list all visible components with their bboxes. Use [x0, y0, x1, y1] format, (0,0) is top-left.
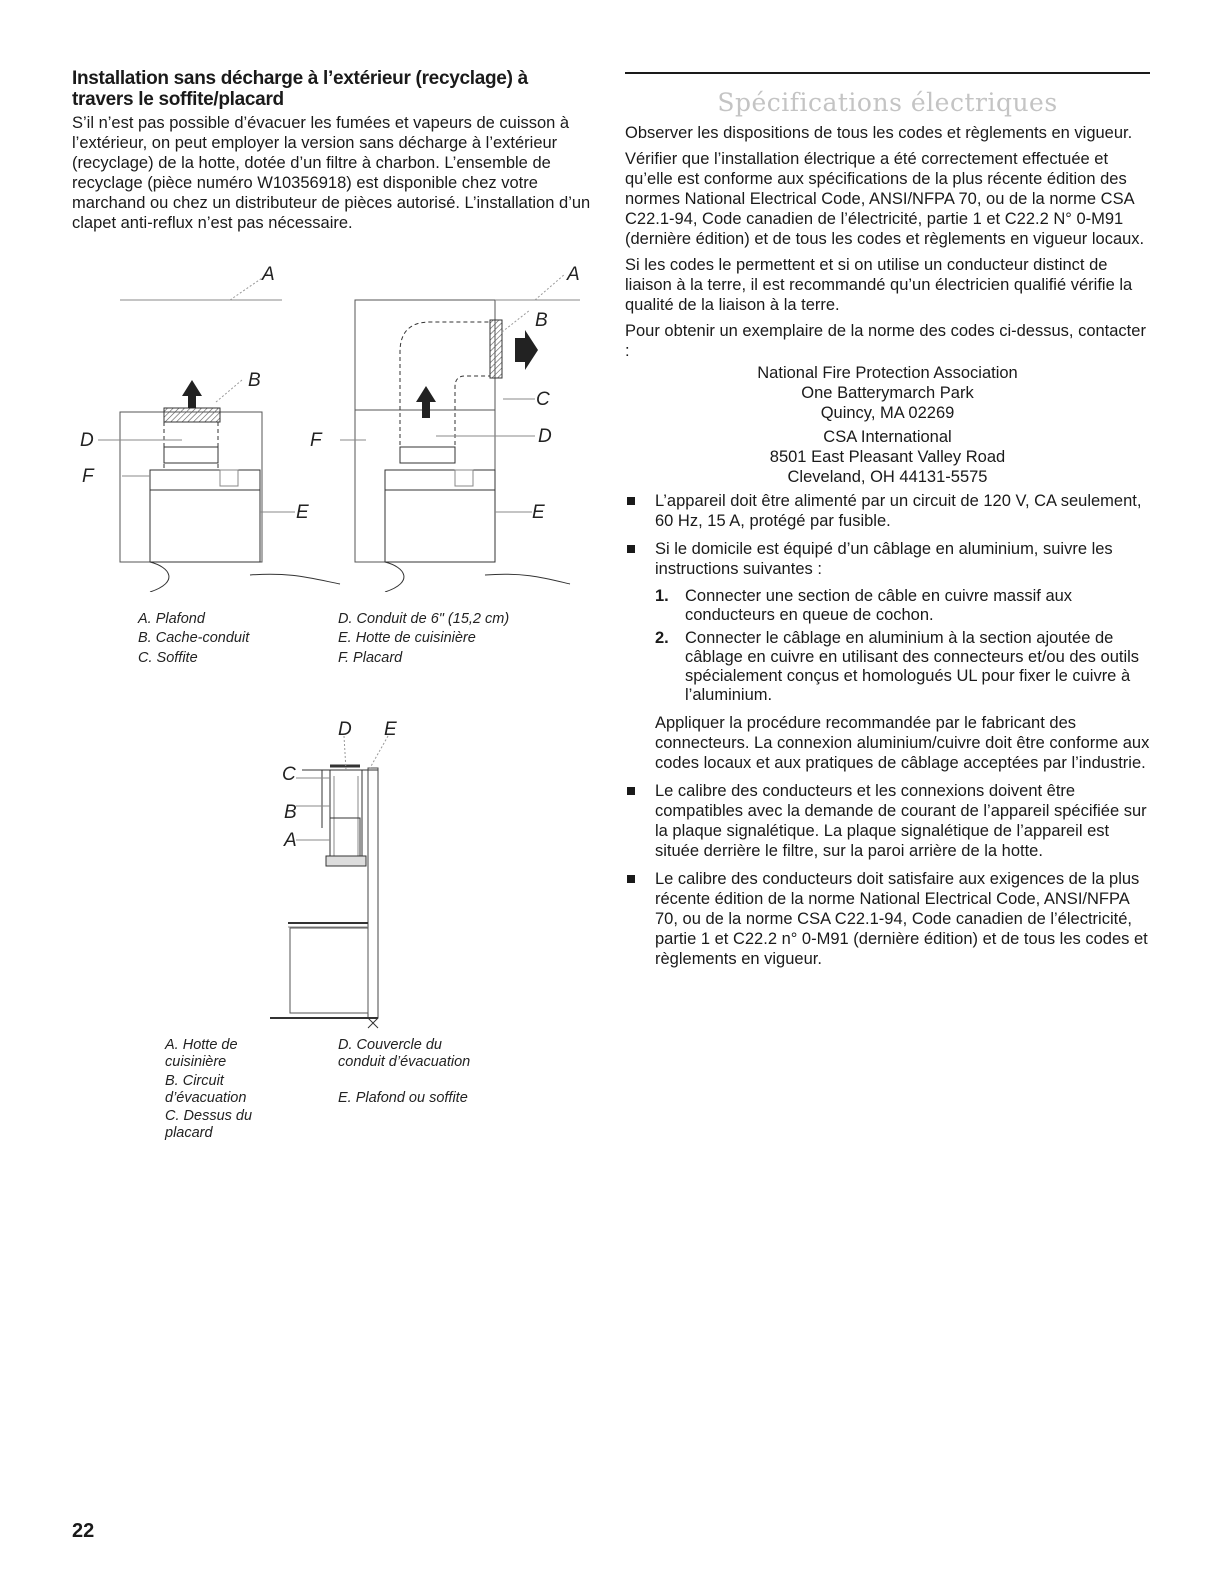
fig1-legend-d: D. Conduit de 6" (15,2 cm) [338, 611, 510, 627]
address-line: 8501 East Pleasant Valley Road [769, 448, 1006, 466]
step-item [655, 629, 1150, 705]
left-column [72, 68, 592, 233]
requirements-list [625, 491, 1150, 969]
paragraph-verify: Vérifier que l’installation électrique a été correctement effectuée et qu’elle est conforme aux spécifications de la plus récente édition des normes National Electrical Code, ANSI/NFPA 70, ou de la norme CSA C22.1-94, Code canadien de l’électricité, partie 1 et C22.2 N° 0-M91 (dernière édition) et de tous les codes et règlements en vigueur locaux. [625, 150, 1145, 248]
address-csa [625, 427, 1150, 487]
section-title: Spécifications électriques [717, 88, 1058, 117]
fig1-label-c-right: C [536, 389, 550, 410]
fig1-legend-c: C. Soffite [138, 650, 198, 666]
paragraph-codes: Observer les dispositions de tous les codes et règlements en vigueur. [625, 124, 1133, 142]
address-line: Quincy, MA 02269 [820, 404, 955, 422]
step-number: 1. [655, 587, 669, 605]
fig1-legend-f: F. Placard [338, 650, 403, 666]
side-view-diagram [270, 718, 400, 1030]
fig1-label-b-right: B [535, 310, 548, 331]
bullet-text: L’appareil doit être alimenté par un circuit de 120 V, CA seulement, 60 Hz, 15 A, protégé par fusible. [655, 492, 1142, 530]
address-nfpa [625, 363, 1150, 423]
fig2-label-d: D [338, 719, 352, 740]
bullet-icon [627, 875, 635, 883]
step-number: 2. [655, 629, 669, 647]
address-line: CSA International [823, 428, 952, 446]
right-column [625, 72, 1150, 977]
bullet-icon [627, 497, 635, 505]
paragraph-contact: Pour obtenir un exemplaire de la norme des codes ci-dessus, contacter : [625, 322, 1146, 360]
address-line: One Batterymarch Park [801, 384, 974, 402]
bullet-text: Si le domicile est équipé d’un câblage en aluminium, suivre les instructions suivantes : [655, 540, 1113, 578]
fig1-label-a-right: A [567, 264, 580, 285]
fig2-legend-a: A. Hotte de cuisinière [165, 1037, 238, 1070]
fig1-legend-b: B. Cache-conduit [138, 630, 250, 646]
fig1-label-e-right: E [532, 502, 545, 523]
fig1-label-a-left: A [262, 264, 275, 285]
address-line: National Fire Protection Association [757, 364, 1018, 382]
fig2-legend-c: C. Dessus du placard [165, 1108, 253, 1141]
address-line: Cleveland, OH 44131-5575 [787, 468, 988, 486]
step-item [655, 587, 1150, 625]
bullet-text: Appliquer la procédure recommandée par le fabricant des connecteurs. La connexion aluminium/cuivre doit être conforme aux codes locaux et aux pratiques de câblage acceptées par l’industrie. [655, 714, 1150, 772]
fig1-label-f-left: F [82, 466, 94, 487]
list-item [625, 539, 1150, 773]
fig1-label-e-left: E [296, 502, 309, 523]
fig2-legend-b: B. Circuit d’évacuation [165, 1073, 247, 1106]
list-item [625, 491, 1150, 531]
bullet-text: Le calibre des conducteurs doit satisfaire aux exigences de la plus récente édition de la norme National Electrical Code, ANSI/NFPA 70, ou de la norme CSA C22.1-94, Code canadien de l’électricité, partie 1 et C22.2 n° 0-M91 (dernière édition) et de tous les codes et règlements en vigueur. [655, 870, 1148, 968]
section-divider [625, 72, 1150, 74]
aluminium-steps [655, 587, 1150, 705]
fig1-legend-a: A. Plafond [138, 611, 205, 627]
step-text: Connecter une section de câble en cuivre massif aux conducteurs en queue de cochon. [685, 587, 1073, 624]
list-item [625, 869, 1150, 969]
recirculation-diagram [70, 262, 600, 592]
fig1-label-d-right: D [538, 426, 552, 447]
fig1-label-b-left: B [248, 370, 261, 391]
fig2-label-c: C [282, 764, 296, 785]
bullet-text: Le calibre des conducteurs et les connexions doivent être compatibles avec la demande de courant de l’appareil spécifiée sur la plaque signalétique. La plaque signalétique de l’appareil est située derrière le filtre, sur la paroi arrière de la hotte. [655, 782, 1147, 860]
list-item [625, 781, 1150, 861]
intro-paragraph: S’il n’est pas possible d’évacuer les fumées et vapeurs de cuisson à l’extérieur, on peut employer la version sans décharge à l’extérieur (recyclage) de la hotte, dotée d’un filtre à charbon. L’ensemble de recyclage (pièce numéro W10356918) est disponible chez votre marchand ou chez un distributeur de pièces autorisé. L’installation d’un clapet anti-reflux n’est pas nécessaire. [72, 114, 591, 232]
fig1-legend-e: E. Hotte de cuisinière [338, 630, 476, 646]
page-number: 22 [72, 1520, 95, 1542]
fig2-legend-d: D. Couvercle du conduit d’évacuation [338, 1037, 471, 1070]
section-heading: Installation sans décharge à l’extérieur (recyclage) à travers le soffite/placard [72, 68, 528, 110]
step-text: Connecter le câblage en aluminium à la section ajoutée de câblage en cuivre en utilisant des connecteurs et/ou des outils spécialement conçus et homologués UL pour fixer le cuivre à l’aluminium. [685, 629, 1140, 704]
fig2-label-e: E [384, 719, 397, 740]
bullet-icon [627, 545, 635, 553]
fig1-label-f-right: F [310, 430, 322, 451]
fig1-label-d-left: D [80, 430, 94, 451]
fig2-label-b: B [284, 802, 297, 823]
fig2-legend-e: E. Plafond ou soffite [338, 1090, 468, 1106]
paragraph-ground: Si les codes le permettent et si on utilise un conducteur distinct de liaison à la terre, il est recommandé qu’un électricien qualifié vérifie la qualité de la liaison à la terre. [625, 256, 1133, 314]
fig2-label-a: A [284, 830, 297, 851]
bullet-icon [627, 787, 635, 795]
